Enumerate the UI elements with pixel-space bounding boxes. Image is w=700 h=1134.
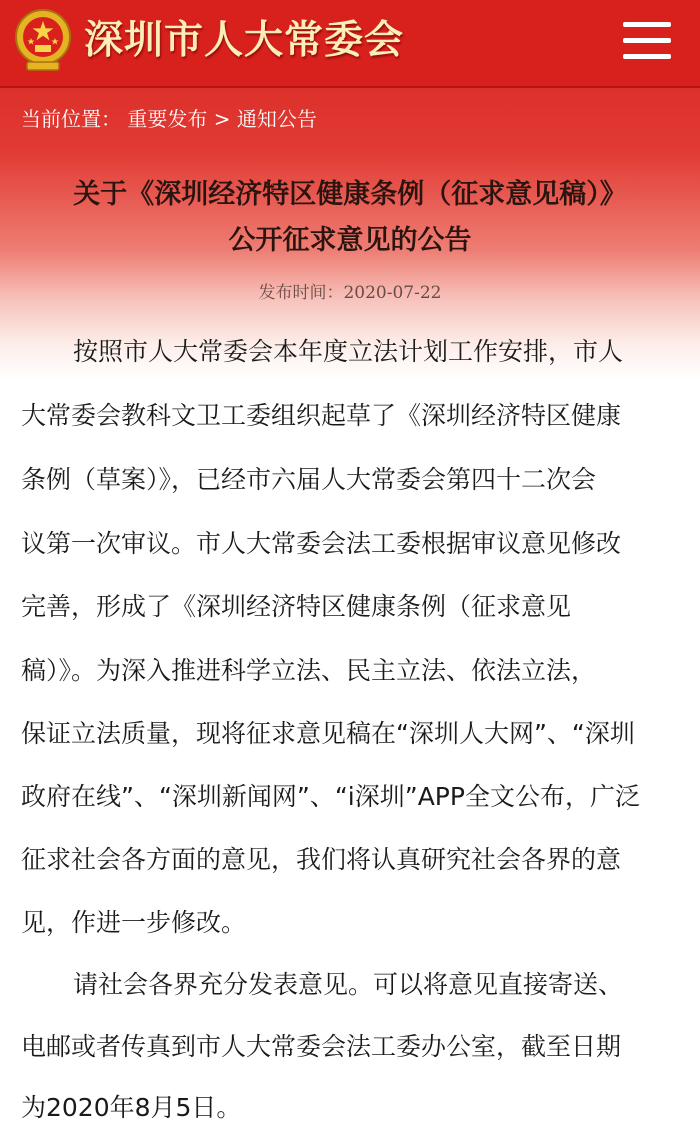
- hamburger-menu-icon-bottom[interactable]: [623, 54, 671, 59]
- body-line: 请社会各界充分发表意见。可以将意见直接寄送、: [73, 970, 624, 999]
- publish-date: 2020-07-22: [343, 283, 442, 303]
- breadcrumb-label: 当前位置：: [21, 107, 121, 131]
- menu-button[interactable]: [617, 16, 677, 66]
- breadcrumb-item-important-releases[interactable]: 重要发布: [127, 107, 208, 131]
- body-line: 政府在线”、“深圳新闻网”、“i深圳”APP全文公布，广泛: [21, 782, 640, 811]
- body-line: 见，作进一步修改。: [21, 908, 247, 937]
- national-emblem-icon[interactable]: [11, 7, 75, 79]
- body-line: 大常委会教科文卫工委组织起草了《深圳经济特区健康: [21, 401, 622, 430]
- body-line: 完善，形成了《深圳经济特区健康条例（征求意见: [21, 592, 572, 621]
- body-line: 条例（草案）》，已经市六届人大常委会第四十二次会: [21, 465, 597, 494]
- body-line: 按照市人大常委会本年度立法计划工作安排，市人: [73, 337, 624, 366]
- site-title[interactable]: 深圳市人大常委会: [84, 18, 405, 63]
- site-header: [0, 0, 700, 88]
- publish-info: [0, 280, 700, 306]
- breadcrumb-separator: >: [213, 107, 237, 131]
- hamburger-menu-icon[interactable]: [623, 22, 671, 27]
- body-line: 保证立法质量，现将征求意见稿在“深圳人大网”、“深圳: [21, 719, 635, 748]
- article-title-line-1: 关于《深圳经济特区健康条例（征求意见稿）》: [73, 179, 627, 210]
- breadcrumb: [21, 104, 317, 134]
- hamburger-menu-icon-middle[interactable]: [623, 38, 671, 43]
- body-line: 为2020年8月5日。: [21, 1093, 242, 1122]
- article-title: [0, 172, 700, 264]
- body-line: 议第一次审议。市人大常委会法工委根据审议意见修改: [21, 529, 622, 558]
- body-line: 稿）》。为深入推进科学立法、民主立法、依法立法，: [21, 656, 597, 685]
- publish-label: 发布时间：: [258, 283, 344, 303]
- body-line: 电邮或者传真到市人大常委会法工委办公室，截至日期: [21, 1032, 622, 1061]
- article-title-line-2: 公开征求意见的公告: [228, 225, 472, 256]
- breadcrumb-item-notices[interactable]: 通知公告: [236, 107, 317, 131]
- body-line: 征求社会各方面的意见，我们将认真研究社会各界的意: [21, 845, 622, 874]
